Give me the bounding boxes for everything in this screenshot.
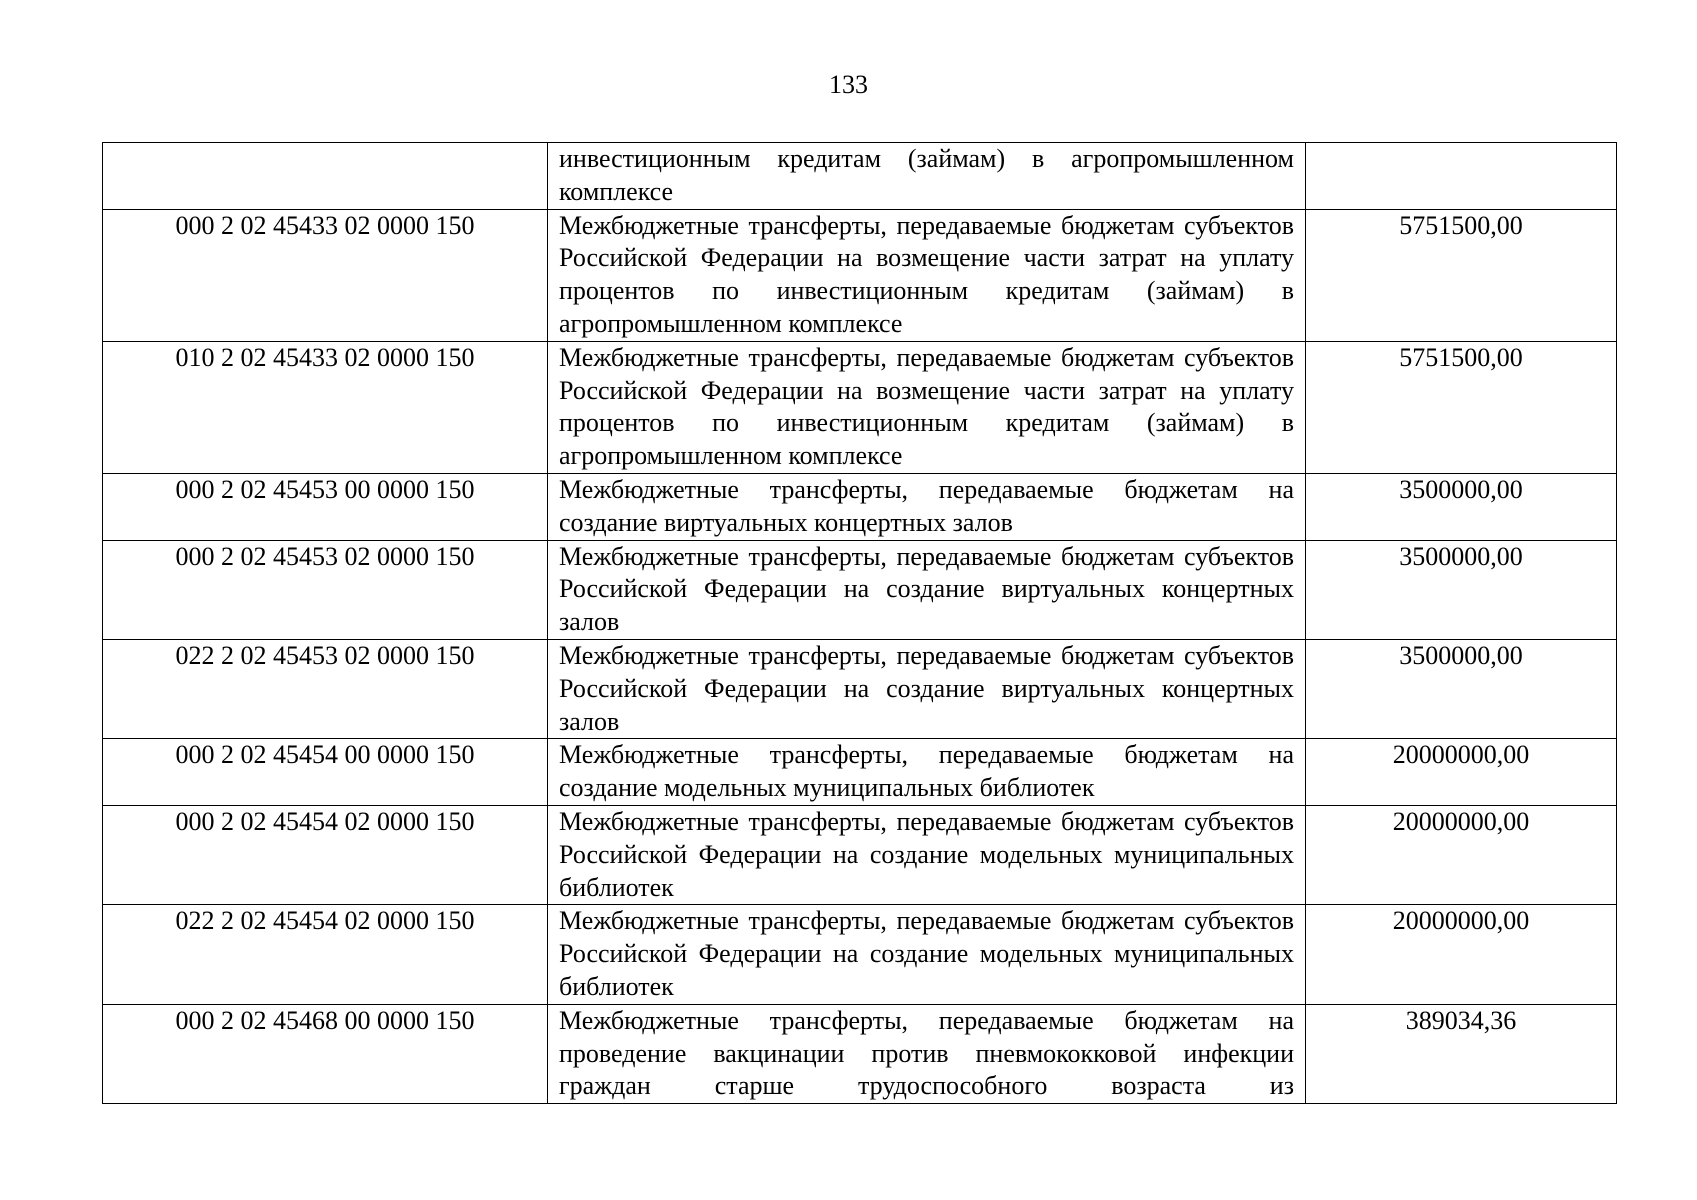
table-row xyxy=(103,209,1617,341)
amount-cell: 3500000,00 xyxy=(1306,540,1617,639)
description-cell: Межбюджетные трансферты, передаваемые бюджетам субъектов Российской Федерации на возмещение части затрат на уплату процентов по инвестиционным кредитам (займам) в агропромышленном комплексе xyxy=(548,209,1306,341)
budget-code-cell: 000 2 02 45454 00 0000 150 xyxy=(103,739,548,806)
amount-cell: 3500000,00 xyxy=(1306,639,1617,738)
description-cell: Межбюджетные трансферты, передаваемые бюджетам на проведение вакцинации против пневмококковой инфекции граждан старше трудоспособного возраста из xyxy=(548,1004,1306,1103)
page-number: 133 xyxy=(829,70,868,99)
budget-code-cell: 000 2 02 45454 02 0000 150 xyxy=(103,805,548,904)
budget-code-cell: 010 2 02 45433 02 0000 150 xyxy=(103,341,548,473)
amount-cell: 20000000,00 xyxy=(1306,805,1617,904)
budget-revenue-table xyxy=(102,142,1617,1104)
table-row xyxy=(103,540,1617,639)
budget-code-cell: 000 2 02 45453 02 0000 150 xyxy=(103,540,548,639)
table-row xyxy=(103,341,1617,473)
table-row xyxy=(103,905,1617,1004)
amount-cell: 3500000,00 xyxy=(1306,473,1617,540)
amount-cell: 5751500,00 xyxy=(1306,209,1617,341)
budget-code-cell: 022 2 02 45454 02 0000 150 xyxy=(103,905,548,1004)
budget-code-cell: 000 2 02 45453 00 0000 150 xyxy=(103,473,548,540)
table-row xyxy=(103,739,1617,806)
amount-cell xyxy=(1306,143,1617,210)
description-cell: Межбюджетные трансферты, передаваемые бюджетам субъектов Российской Федерации на создание виртуальных концертных залов xyxy=(548,540,1306,639)
description-cell: инвестиционным кредитам (займам) в агропромышленном комплексе xyxy=(548,143,1306,210)
description-cell: Межбюджетные трансферты, передаваемые бюджетам на создание модельных муниципальных библиотек xyxy=(548,739,1306,806)
budget-code-cell: 000 2 02 45468 00 0000 150 xyxy=(103,1004,548,1103)
table-row xyxy=(103,805,1617,904)
amount-cell: 389034,36 xyxy=(1306,1004,1617,1103)
budget-code-cell xyxy=(103,143,548,210)
budget-code-cell: 000 2 02 45433 02 0000 150 xyxy=(103,209,548,341)
table-row xyxy=(103,143,1617,210)
table-row xyxy=(103,473,1617,540)
description-cell: Межбюджетные трансферты, передаваемые бюджетам субъектов Российской Федерации на создание виртуальных концертных залов xyxy=(548,639,1306,738)
amount-cell: 5751500,00 xyxy=(1306,341,1617,473)
amount-cell: 20000000,00 xyxy=(1306,739,1617,806)
table-row xyxy=(103,639,1617,738)
table-row xyxy=(103,1004,1617,1103)
description-cell: Межбюджетные трансферты, передаваемые бюджетам субъектов Российской Федерации на возмещение части затрат на уплату процентов по инвестиционным кредитам (займам) в агропромышленном комплексе xyxy=(548,341,1306,473)
description-cell: Межбюджетные трансферты, передаваемые бюджетам субъектов Российской Федерации на создание модельных муниципальных библиотек xyxy=(548,905,1306,1004)
amount-cell: 20000000,00 xyxy=(1306,905,1617,1004)
budget-code-cell: 022 2 02 45453 02 0000 150 xyxy=(103,639,548,738)
description-cell: Межбюджетные трансферты, передаваемые бюджетам субъектов Российской Федерации на создание модельных муниципальных библиотек xyxy=(548,805,1306,904)
description-cell: Межбюджетные трансферты, передаваемые бюджетам на создание виртуальных концертных залов xyxy=(548,473,1306,540)
